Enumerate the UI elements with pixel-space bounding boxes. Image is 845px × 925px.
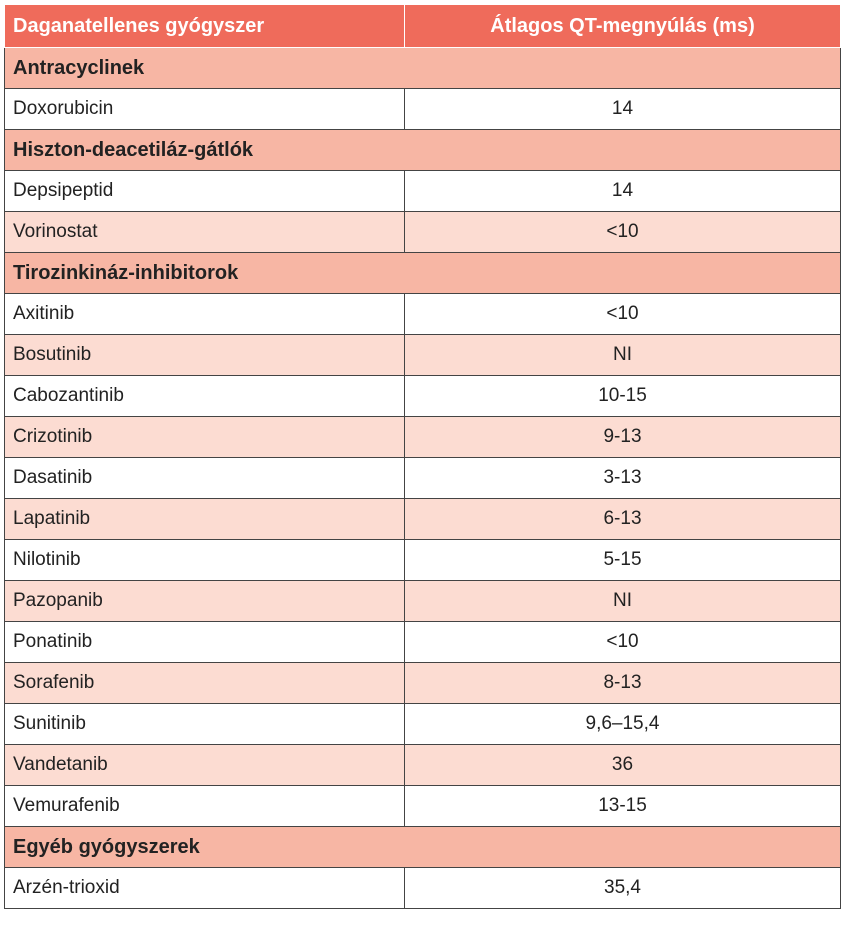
drug-name: Cabozantinib <box>5 376 405 417</box>
drug-name: Vandetanib <box>5 745 405 786</box>
drug-name: Vorinostat <box>5 212 405 253</box>
table-row <box>5 663 841 704</box>
qt-value: 10-15 <box>405 376 841 417</box>
header-drug: Daganatellenes gyógyszer <box>5 5 405 48</box>
drug-name: Bosutinib <box>5 335 405 376</box>
drug-name: Crizotinib <box>5 417 405 458</box>
drug-name: Dasatinib <box>5 458 405 499</box>
category-row <box>5 130 841 171</box>
qt-value: <10 <box>405 212 841 253</box>
table-row <box>5 745 841 786</box>
drug-name: Pazopanib <box>5 581 405 622</box>
table-body <box>5 48 841 909</box>
qt-value: NI <box>405 335 841 376</box>
table-row <box>5 540 841 581</box>
qt-value: <10 <box>405 294 841 335</box>
qt-value: 3-13 <box>405 458 841 499</box>
drug-name: Lapatinib <box>5 499 405 540</box>
category-title: Hiszton-deacetiláz-gátlók <box>5 130 841 171</box>
qt-value: NI <box>405 581 841 622</box>
table-row <box>5 89 841 130</box>
table-row <box>5 499 841 540</box>
qt-value: <10 <box>405 622 841 663</box>
qt-value: 8-13 <box>405 663 841 704</box>
table-row <box>5 786 841 827</box>
drug-name: Vemurafenib <box>5 786 405 827</box>
drug-name: Nilotinib <box>5 540 405 581</box>
category-row <box>5 48 841 89</box>
category-title: Tirozinkináz-inhibitorok <box>5 253 841 294</box>
table-row <box>5 581 841 622</box>
qt-value: 9-13 <box>405 417 841 458</box>
drug-name: Arzén-trioxid <box>5 868 405 909</box>
table-row <box>5 376 841 417</box>
table-row <box>5 212 841 253</box>
drug-name: Depsipeptid <box>5 171 405 212</box>
category-row <box>5 827 841 868</box>
table-row <box>5 335 841 376</box>
qt-prolongation-table <box>4 4 841 909</box>
table-row <box>5 704 841 745</box>
table-row <box>5 417 841 458</box>
qt-value: 36 <box>405 745 841 786</box>
qt-value: 9,6–15,4 <box>405 704 841 745</box>
qt-value: 5-15 <box>405 540 841 581</box>
drug-name: Sunitinib <box>5 704 405 745</box>
qt-value: 14 <box>405 89 841 130</box>
category-title: Egyéb gyógyszerek <box>5 827 841 868</box>
table-row <box>5 294 841 335</box>
qt-value: 6-13 <box>405 499 841 540</box>
category-title: Antracyclinek <box>5 48 841 89</box>
qt-value: 13-15 <box>405 786 841 827</box>
qt-value: 14 <box>405 171 841 212</box>
table-row <box>5 622 841 663</box>
qt-value: 35,4 <box>405 868 841 909</box>
drug-name: Ponatinib <box>5 622 405 663</box>
table-row <box>5 868 841 909</box>
table-row <box>5 458 841 499</box>
category-row <box>5 253 841 294</box>
table-header-row <box>5 5 841 48</box>
drug-name: Sorafenib <box>5 663 405 704</box>
header-qt-prolongation: Átlagos QT-megnyúlás (ms) <box>405 5 841 48</box>
table-row <box>5 171 841 212</box>
drug-name: Axitinib <box>5 294 405 335</box>
drug-name: Doxorubicin <box>5 89 405 130</box>
